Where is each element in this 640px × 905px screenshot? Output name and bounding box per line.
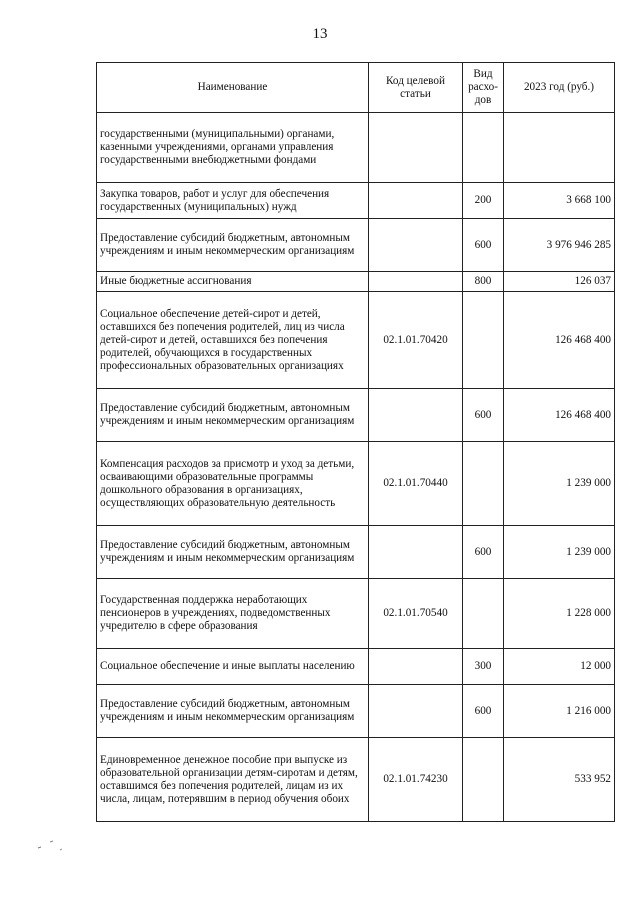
cell-code bbox=[369, 649, 463, 685]
table-row bbox=[97, 579, 615, 649]
cell-amount: 1 228 000 bbox=[504, 579, 615, 649]
table-row bbox=[97, 685, 615, 738]
cell-code: 02.1.01.74230 bbox=[369, 738, 463, 822]
table-header-row bbox=[97, 63, 615, 113]
cell-code: 02.1.01.70540 bbox=[369, 579, 463, 649]
cell-code: 02.1.01.70420 bbox=[369, 292, 463, 389]
cell-amount: 12 000 bbox=[504, 649, 615, 685]
cell-name: Иные бюджетные ассигнования bbox=[97, 272, 369, 292]
table-row bbox=[97, 649, 615, 685]
cell-amount: 126 468 400 bbox=[504, 292, 615, 389]
cell-amount: 533 952 bbox=[504, 738, 615, 822]
cell-kind: 200 bbox=[463, 183, 504, 219]
cell-code bbox=[369, 685, 463, 738]
cell-kind bbox=[463, 113, 504, 183]
table-row bbox=[97, 442, 615, 526]
cell-name: Государственная поддержка неработающих пенсионеров в учреждениях, подведомственных учредителю в сфере образования bbox=[97, 579, 369, 649]
cell-amount: 3 976 946 285 bbox=[504, 219, 615, 272]
table-row bbox=[97, 738, 615, 822]
cell-kind bbox=[463, 442, 504, 526]
cell-amount: 1 216 000 bbox=[504, 685, 615, 738]
cell-code bbox=[369, 113, 463, 183]
cell-kind: 600 bbox=[463, 219, 504, 272]
cell-kind: 600 bbox=[463, 526, 504, 579]
cell-amount: 126 037 bbox=[504, 272, 615, 292]
cell-kind: 800 bbox=[463, 272, 504, 292]
cell-code bbox=[369, 526, 463, 579]
header-code: Код целевой статьи bbox=[369, 63, 463, 113]
table-row bbox=[97, 292, 615, 389]
cell-name: Предоставление субсидий бюджетным, автономным учреждениям и иным некоммерческим организациям bbox=[97, 389, 369, 442]
header-amount: 2023 год (руб.) bbox=[504, 63, 615, 113]
scan-specks bbox=[36, 836, 76, 856]
cell-name: Компенсация расходов за присмотр и уход за детьми, осваивающими образовательные программы дошкольного образования в организациях, осуществляющих образовательную деятельность bbox=[97, 442, 369, 526]
table-row bbox=[97, 113, 615, 183]
cell-name: Единовременное денежное пособие при выпуске из образовательной организации детям-сиротам и детям, оставшимся без попечения родителей, лицам из их числа, лицам, потерявшим в период обучения обоих bbox=[97, 738, 369, 822]
cell-kind: 600 bbox=[463, 685, 504, 738]
cell-amount: 126 468 400 bbox=[504, 389, 615, 442]
cell-name: Предоставление субсидий бюджетным, автономным учреждениям и иным некоммерческим организациям bbox=[97, 685, 369, 738]
cell-code bbox=[369, 219, 463, 272]
cell-kind: 600 bbox=[463, 389, 504, 442]
cell-amount: 1 239 000 bbox=[504, 526, 615, 579]
header-kind: Вид расхо-дов bbox=[463, 63, 504, 113]
table-row bbox=[97, 526, 615, 579]
header-name: Наименование bbox=[97, 63, 369, 113]
table-row bbox=[97, 272, 615, 292]
cell-code bbox=[369, 183, 463, 219]
page-number: 13 bbox=[312, 26, 328, 42]
cell-amount bbox=[504, 113, 615, 183]
cell-code bbox=[369, 272, 463, 292]
cell-kind: 300 bbox=[463, 649, 504, 685]
cell-code bbox=[369, 389, 463, 442]
cell-kind bbox=[463, 292, 504, 389]
cell-code: 02.1.01.70440 bbox=[369, 442, 463, 526]
table-body bbox=[97, 113, 615, 822]
table-row bbox=[97, 183, 615, 219]
cell-name: Закупка товаров, работ и услуг для обеспечения государственных (муниципальных) нужд bbox=[97, 183, 369, 219]
table-row bbox=[97, 389, 615, 442]
table-row bbox=[97, 219, 615, 272]
cell-name: Социальное обеспечение детей-сирот и детей, оставшихся без попечения родителей, лиц из числа детей-сирот и детей, оставшихся без попечения родителей, обучающихся в государственных профессиональных образовательных организациях bbox=[97, 292, 369, 389]
cell-kind bbox=[463, 738, 504, 822]
cell-kind bbox=[463, 579, 504, 649]
budget-table bbox=[96, 62, 615, 822]
cell-amount: 3 668 100 bbox=[504, 183, 615, 219]
cell-name: Социальное обеспечение и иные выплаты населению bbox=[97, 649, 369, 685]
cell-name: государственными (муниципальными) органами, казенными учреждениями, органами управления государственными внебюджетными фондами bbox=[97, 113, 369, 183]
cell-name: Предоставление субсидий бюджетным, автономным учреждениям и иным некоммерческим организациям bbox=[97, 526, 369, 579]
cell-amount: 1 239 000 bbox=[504, 442, 615, 526]
cell-name: Предоставление субсидий бюджетным, автономным учреждениям и иным некоммерческим организациям bbox=[97, 219, 369, 272]
